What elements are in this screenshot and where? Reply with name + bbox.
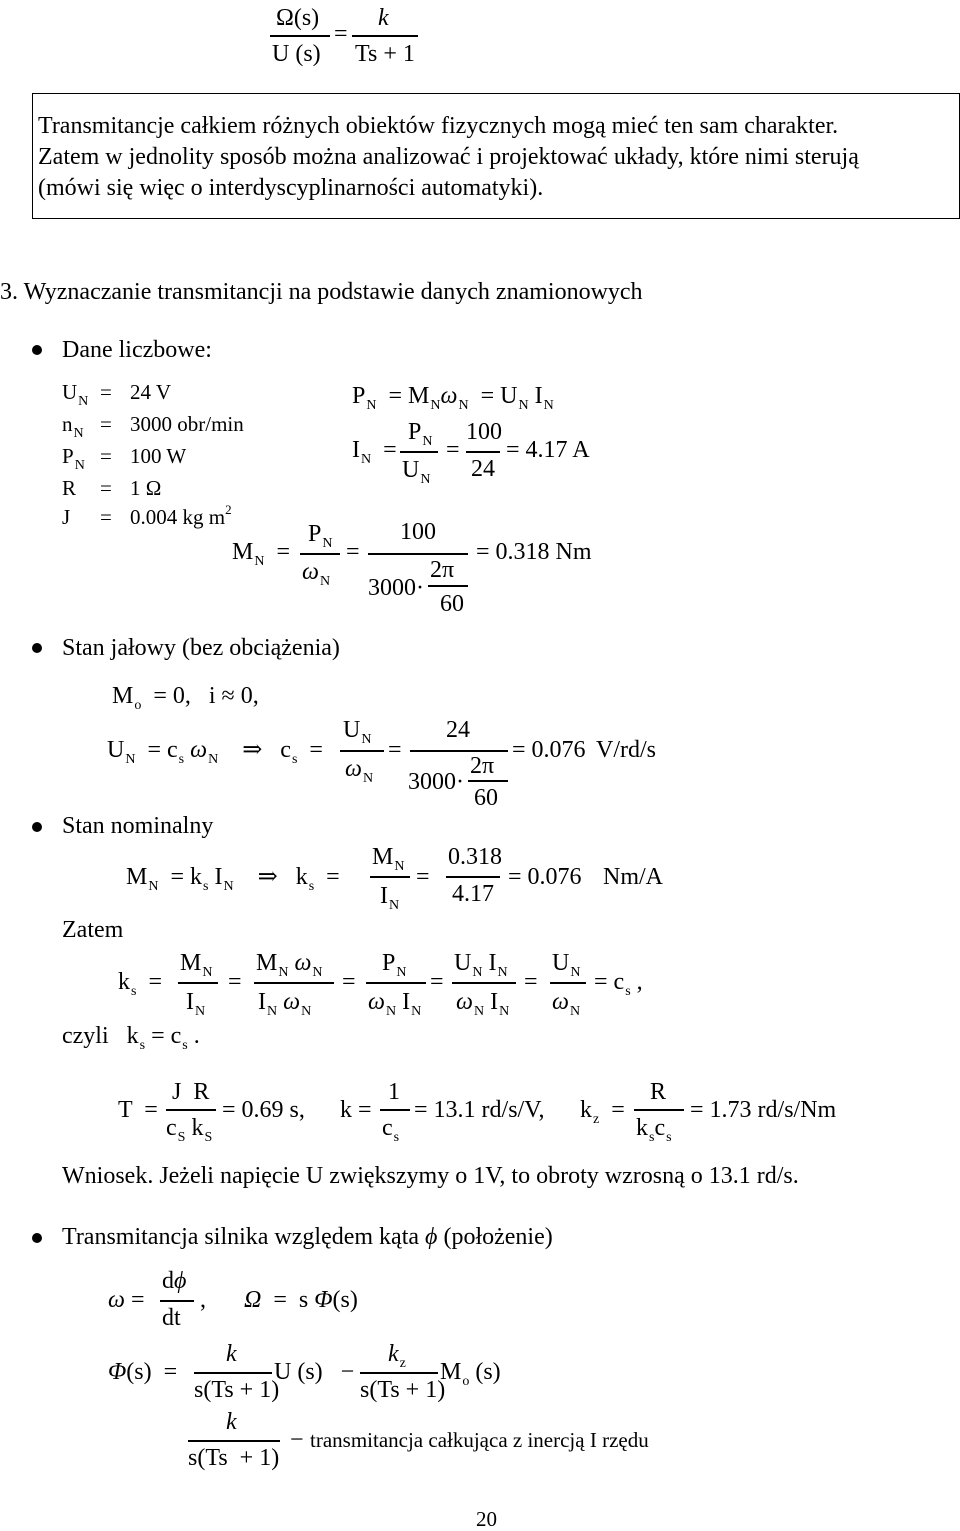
zatem-label: Zatem xyxy=(62,917,124,943)
eq-ks-eq2: = xyxy=(416,864,430,890)
eq-IN-eq2: = xyxy=(446,437,460,463)
eq-int-dash: − xyxy=(290,1427,304,1453)
top-formula-num-left: Ω(s) xyxy=(276,5,320,31)
eq-chain-f5-num: $U_N$ xyxy=(552,950,581,980)
eq-cs-2pi: 2π xyxy=(470,753,495,779)
eq-kz-bar xyxy=(634,1109,684,1111)
eq-k-lhs: k = xyxy=(340,1097,372,1123)
eq-phi-bar2 xyxy=(360,1372,438,1374)
dane-item: $U_N$ = 24 V xyxy=(62,380,172,409)
eq-ks-den: $I_N$ xyxy=(380,883,400,913)
eq-IN-100: 100 xyxy=(466,419,502,445)
bullet-dot xyxy=(32,1233,42,1243)
eq-chain-f1-num: $M_N$ xyxy=(180,950,213,980)
bullet-transmitancja-label: Transmitancja silnika względem kąta ϕ (położenie) xyxy=(62,1224,553,1250)
eq-T-lhs: T = xyxy=(118,1097,158,1123)
eq-chain-f2-den: $I_N$ $\omega_N$ xyxy=(258,989,312,1019)
eq-T-bar xyxy=(166,1109,216,1111)
eq-MN-num: $P_N$ xyxy=(308,521,333,551)
note-box-text xyxy=(38,111,948,204)
eq-k-den: $c_s$ xyxy=(382,1115,400,1145)
eq-phi-f1-num: k xyxy=(226,1341,237,1367)
eq-MN-3000: 3000· xyxy=(368,575,424,601)
eq-omega-lhs: ω = xyxy=(108,1287,145,1313)
eq-phi-bar1 xyxy=(194,1372,272,1374)
eq-ks-417: 4.17 xyxy=(452,881,494,907)
eq-chain-bar2 xyxy=(254,982,334,984)
eq-MN-eq2: = xyxy=(346,539,360,565)
eq-IN-bar2 xyxy=(466,451,500,453)
eq-chain-f4-den: $\omega_N$ $I_N$ xyxy=(456,989,510,1019)
eq-IN-den: $U_N$ xyxy=(402,457,431,487)
eq-phi-lhs: Φ(s) = xyxy=(108,1359,178,1385)
eq-kz-den: $k_sc_s$ xyxy=(636,1115,672,1145)
eq-chain-bar5 xyxy=(550,982,586,984)
bullet-dot xyxy=(32,822,42,832)
eq-chain-f5-den: $\omega_N$ xyxy=(552,989,581,1019)
eq-cs-3000: 3000· xyxy=(408,769,464,795)
eq-omega-den: dt xyxy=(162,1305,181,1331)
eq-IN-num: $P_N$ xyxy=(408,419,433,449)
eq-chain-f2-num: $M_N$ $\omega_N$ xyxy=(256,950,323,980)
eq-MN-bar3 xyxy=(428,585,468,587)
eq-kz-lhs: $k_z$ = xyxy=(580,1097,625,1127)
eq-MN-den: $\omega_N$ xyxy=(302,559,331,589)
top-formula-bar-right xyxy=(352,35,418,37)
eq-ks-bar1 xyxy=(370,876,410,878)
eq-cs-unit: V/rd/s xyxy=(596,737,656,763)
note-line-2: Zatem w jednolity sposób można analizować i projektować układy, które nimi sterują xyxy=(38,144,859,170)
eq-power: $P_N = M_N\omega_N = U_N$ $I_N$ xyxy=(352,383,554,413)
note-line-1: Transmitancje całkiem różnych obiektów fizycznych mogą mieć ten sam charakter. xyxy=(38,113,839,139)
eq-phi-Mo: $M_o$ (s) xyxy=(440,1359,501,1389)
eq-k-num: 1 xyxy=(388,1079,400,1105)
top-formula-num-right: k xyxy=(378,5,389,31)
eq-T-den: $c_S$ $k_S$ xyxy=(166,1115,213,1145)
top-formula-den-left: U (s) xyxy=(272,41,321,67)
eq-ks-bar2 xyxy=(446,876,500,878)
eq-Omega: Ω = s Φ(s) xyxy=(244,1287,358,1313)
eq-k-result: = 13.1 rd/s/V, xyxy=(414,1097,545,1123)
eq-chain-rhs: = $c_s$ , xyxy=(594,969,643,999)
eq-int-num: k xyxy=(226,1409,237,1435)
eq-k-bar xyxy=(380,1109,410,1111)
eq-IN-bar1 xyxy=(400,451,438,453)
section-heading: 3. Wyznaczanie transmitancji na podstawie danych znamionowych xyxy=(0,279,643,305)
calkujaca-text: transmitancja całkująca z inercją I rzędu xyxy=(310,1428,649,1452)
eq-chain-bar4 xyxy=(452,982,516,984)
eq-phi-f2-num: $k_z$ xyxy=(388,1341,406,1371)
eq-cs-lhs: $U_N = c_s$ $\omega_N$ ⇒ $c_s$ = xyxy=(107,737,323,767)
eq-MN-60: 60 xyxy=(440,591,464,617)
eq-cs-eq2: = xyxy=(388,737,402,763)
eq-int-bar xyxy=(188,1440,280,1442)
eq-MN-lhs: $M_N$ = xyxy=(232,539,291,569)
eq-ks-num: $M_N$ xyxy=(372,844,405,874)
eq-cs-60: 60 xyxy=(474,785,498,811)
eq-cs-den: $\omega_N$ xyxy=(345,756,374,786)
top-formula-bar-left xyxy=(270,35,330,37)
eq-chain-bar1 xyxy=(178,982,218,984)
czyli-line: czyli $k_s = c_s$ . xyxy=(62,1023,200,1053)
bullet-nominalny-label: Stan nominalny xyxy=(62,813,214,839)
wniosek-text: Wniosek. Jeżeli napięcie U zwiększymy o 1V, to obroty wzrosną o 13.1 rd/s. xyxy=(62,1163,799,1189)
eq-ks-0318: 0.318 xyxy=(448,844,502,870)
dane-item: $n_N$ = 3000 obr/min xyxy=(62,412,244,441)
eq-chain-eq2: = xyxy=(342,969,356,995)
eq-chain-f1-den: $I_N$ xyxy=(186,989,206,1019)
eq-MN-2pi: 2π xyxy=(430,557,455,583)
eq-phi-U: U (s) − xyxy=(274,1359,355,1385)
dane-item: J = 0.004 kg $m^2$ xyxy=(62,502,232,529)
eq-phi-f2-den: s(Ts + 1) xyxy=(360,1377,446,1403)
top-formula-den-right: Ts + 1 xyxy=(355,41,415,67)
eq-chain-lhs: $k_s$ = xyxy=(118,969,162,999)
eq-cs-result: = 0.076 xyxy=(512,737,586,763)
eq-omega-num: dϕ xyxy=(162,1268,187,1294)
bullet-dot xyxy=(32,345,42,355)
eq-MN-bar1 xyxy=(300,553,340,555)
eq-int-den: s(Ts + 1) xyxy=(188,1445,280,1471)
top-formula-eq: = xyxy=(334,21,348,47)
eq-cs-bar1 xyxy=(340,750,384,752)
eq-chain-eq3: = xyxy=(430,969,444,995)
eq-omega-bar xyxy=(160,1300,194,1302)
eq-cs-num: $U_N$ xyxy=(343,717,372,747)
eq-T-result: = 0.69 s, xyxy=(222,1097,305,1123)
eq-T-num: J R xyxy=(172,1079,210,1105)
eq-cs-24: 24 xyxy=(446,717,470,743)
eq-chain-bar3 xyxy=(366,982,426,984)
eq-chain-eq4: = xyxy=(524,969,538,995)
eq-IN-result: = 4.17 A xyxy=(506,437,590,463)
eq-chain-eq1: = xyxy=(228,969,242,995)
eq-phi-f1-den: s(Ts + 1) xyxy=(194,1377,280,1403)
dane-list xyxy=(62,378,244,532)
eq-IN-lhs: $I_N$ = xyxy=(352,437,397,467)
note-line-3: (mówi się więc o interdyscyplinarności automatyki). xyxy=(38,175,544,201)
eq-ks-unit: Nm/A xyxy=(603,864,663,890)
eq-jalowy-cond: $M_o = 0$, i ≈ 0, xyxy=(112,683,259,713)
eq-chain-f3-den: $\omega_N$ $I_N$ xyxy=(368,989,422,1019)
eq-omega-comma: , xyxy=(200,1287,206,1313)
dane-item: $P_N$ = 100 W xyxy=(62,444,187,473)
bullet-jalowy-label: Stan jałowy (bez obciążenia) xyxy=(62,635,340,661)
eq-MN-bar2 xyxy=(368,553,468,555)
eq-kz-num: R xyxy=(650,1079,667,1105)
eq-cs-bar3 xyxy=(468,780,508,782)
eq-MN-100: 100 xyxy=(400,519,436,545)
bullet-dane-label: Dane liczbowe: xyxy=(62,337,212,363)
eq-IN-24: 24 xyxy=(471,456,495,482)
dane-item: R = 1 Ω xyxy=(62,476,162,500)
page-number: 20 xyxy=(476,1507,497,1531)
eq-chain-f4-num: $U_N$ $I_N$ xyxy=(454,950,508,980)
eq-ks-lhs: $M_N = k_s$ $I_N$ ⇒ $k_s$ = xyxy=(126,864,340,894)
eq-MN-result: = 0.318 Nm xyxy=(476,539,592,565)
bullet-dot xyxy=(32,643,42,653)
eq-ks-result: = 0.076 xyxy=(508,864,582,890)
eq-chain-f3-num: $P_N$ xyxy=(382,950,407,980)
eq-kz-result: = 1.73 rd/s/Nm xyxy=(690,1097,837,1123)
